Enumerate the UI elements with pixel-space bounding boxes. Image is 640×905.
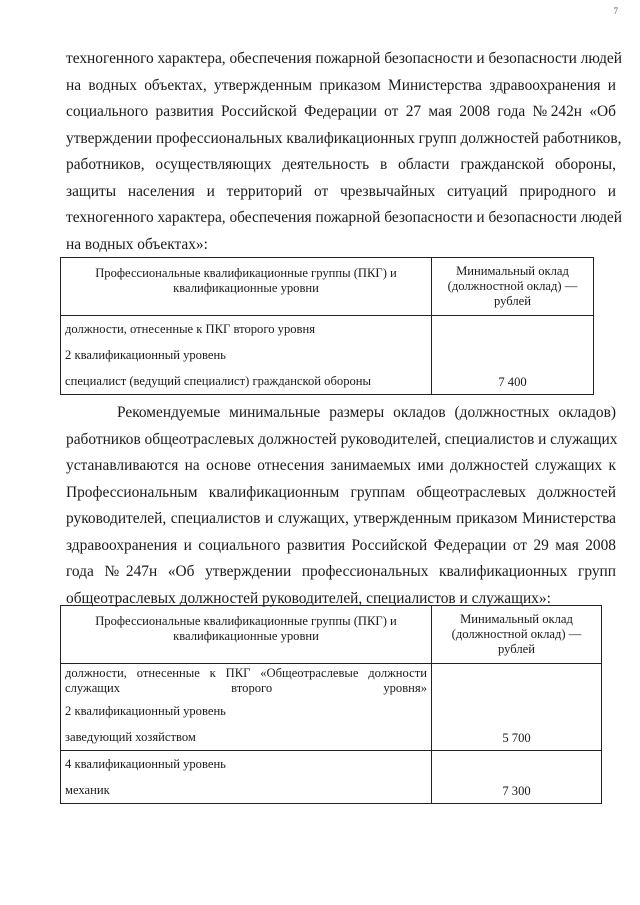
qualification-cell — [61, 316, 432, 395]
paragraph-1 — [66, 46, 622, 258]
paragraph-line: на водных объектах»: — [66, 235, 208, 253]
salary-value: 7 400 — [432, 316, 594, 395]
table-header-row — [61, 606, 602, 664]
qualification-level: 2 квалификационный уровень — [65, 704, 226, 718]
group-title: должности, отнесенные к ПКГ «Общеотраслевые должности служащих второго уровня» — [65, 666, 427, 695]
salary-value: 7 300 — [432, 751, 602, 804]
table-row — [61, 316, 594, 395]
table-row — [61, 664, 602, 751]
paragraph-line: работников, осуществляющих деятельность в области гражданской обороны, — [66, 156, 616, 173]
page-number: 7 — [613, 6, 618, 16]
position-name: специалист (ведущий специалист) гражданской обороны — [65, 374, 371, 388]
header-group-cell: Профессиональные квалификационные группы (ПКГ) и квалификационные уровни — [61, 606, 432, 664]
position-name: заведующий хозяйством — [65, 730, 196, 744]
salary-value: 5 700 — [432, 664, 602, 751]
header-salary-cell: Минимальный оклад (должностной оклад) — рублей — [432, 258, 594, 316]
paragraph-line: социального развития Российской Федерации от 27 мая 2008 года №242н «Об — [66, 103, 616, 120]
paragraph-line: устанавливаются на основе отнесения занимаемых ими должностей служащих к — [66, 457, 616, 474]
paragraph-line: утверждении профессиональных квалификационных групп должностей работников, — [66, 129, 622, 147]
header-group-cell: Профессиональные квалификационные группы (ПКГ) и квалификационные уровни — [61, 258, 432, 316]
paragraph-2 — [66, 400, 616, 612]
paragraph-line: защиты населения и территорий от чрезвычайных ситуаций природного и — [66, 182, 616, 200]
paragraph-line: Рекомендуемые минимальные размеры окладов (должностных окладов) — [117, 404, 616, 421]
table-header-row — [61, 258, 594, 316]
paragraph-line: здравоохранения и социального развития Российской Федерации от 29 мая 2008 — [66, 536, 616, 554]
qualification-cell — [61, 664, 432, 751]
table-row — [61, 751, 602, 804]
paragraph-line: Профессиональным квалификационным группам общеотраслевых должностей — [66, 483, 616, 501]
group-title: должности, отнесенные к ПКГ второго уровня — [65, 322, 316, 336]
salary-table-2 — [60, 605, 602, 804]
paragraph-line: техногенного характера, обеспечения пожарной безопасности и безопасности людей — [66, 209, 622, 226]
qualification-level: 4 квалификационный уровень — [65, 757, 226, 771]
paragraph-line: техногенного характера, обеспечения пожарной безопасности и безопасности людей — [66, 50, 622, 67]
salary-table-1 — [60, 257, 594, 395]
paragraph-line: работников общеотраслевых должностей руководителей, специалистов и служащих — [66, 430, 618, 448]
paragraph-line: руководителей, специалистов и служащих, утвержденным приказом Министерства — [66, 510, 616, 527]
paragraph-line: общеотраслевых должностей руководителей, специалистов и служащих»: — [66, 589, 551, 607]
paragraph-line: года №247н «Об утверждении профессиональных квалификационных групп — [66, 563, 616, 580]
qualification-level: 2 квалификационный уровень — [65, 348, 226, 362]
qualification-cell — [61, 751, 432, 804]
position-name: механик — [65, 783, 110, 797]
header-salary-cell: Минимальный оклад (должностной оклад) — рублей — [432, 606, 602, 664]
paragraph-line: на водных объектах, утвержденным приказом Министерства здравоохранения и — [66, 76, 616, 94]
